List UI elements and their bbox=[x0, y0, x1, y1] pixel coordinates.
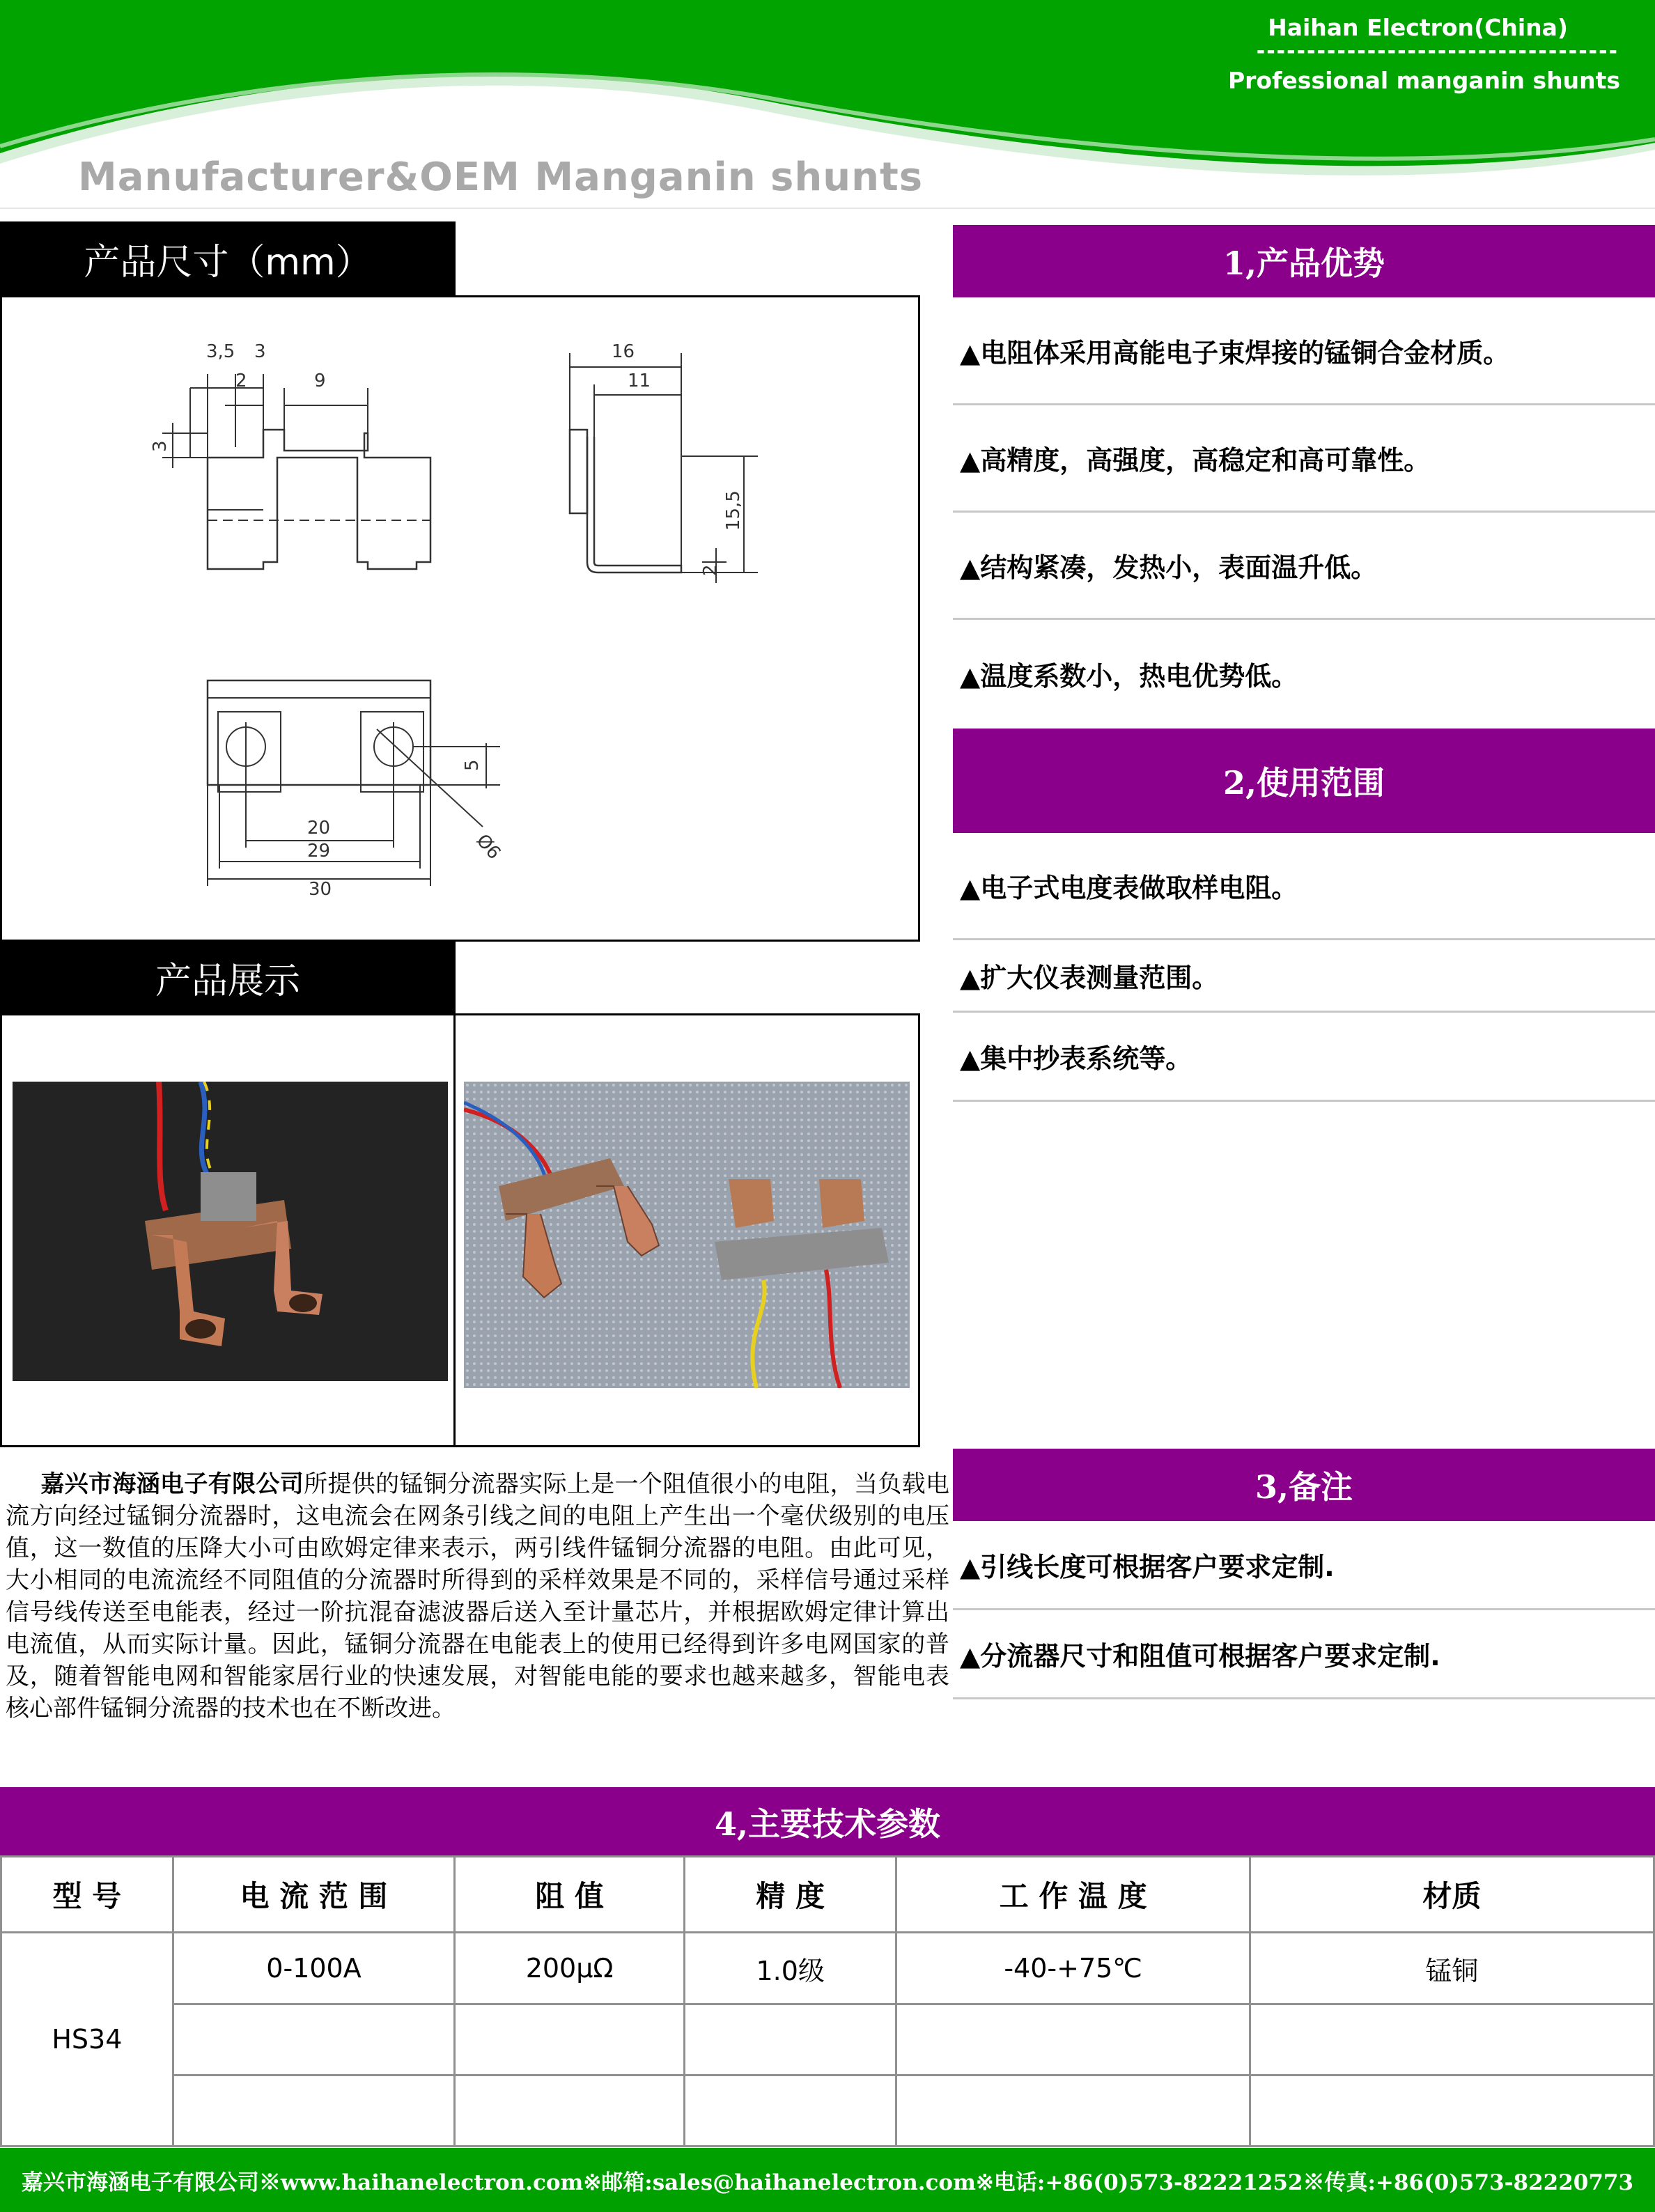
advantage-item: ▲温度系数小，热电优势低。 bbox=[960, 660, 1298, 692]
dim-5: 5 bbox=[462, 759, 483, 771]
header-model: 型 号 bbox=[1, 1857, 173, 1933]
dimensions-title: 产品尺寸（mm） bbox=[0, 221, 456, 295]
showcase-title: 产品展示 bbox=[0, 942, 456, 1013]
current-range-cell: 0-100A bbox=[173, 1933, 454, 2004]
product-photo-1 bbox=[13, 1082, 448, 1381]
side-view bbox=[570, 353, 758, 583]
header-temperature: 工 作 温 度 bbox=[896, 1857, 1250, 1933]
dim-3-5: 3,5 bbox=[206, 341, 235, 362]
table-row bbox=[1, 1933, 1654, 2004]
dimensions-drawing-frame bbox=[0, 295, 920, 942]
dim-11: 11 bbox=[628, 371, 651, 391]
specs-title: 4,主要技术参数 bbox=[0, 1787, 1655, 1857]
dim-30: 30 bbox=[309, 879, 332, 900]
note-item: ▲分流器尺寸和阻值可根据客户要求定制. bbox=[953, 1610, 1655, 1699]
header-separator bbox=[0, 208, 1655, 209]
notes-title: 3,备注 bbox=[953, 1449, 1655, 1521]
advantages-title: 1,产品优势 bbox=[953, 225, 1655, 297]
brand-tagline: Professional manganin shunts bbox=[1227, 67, 1620, 94]
dim-9: 9 bbox=[314, 371, 326, 391]
usage-item: ▲集中抄表系统等。 bbox=[953, 1013, 1655, 1102]
usage-item: ▲扩大仪表测量范围。 bbox=[953, 940, 1655, 1013]
table-row bbox=[1, 2004, 1654, 2075]
header-slogan: Manufacturer&OEM Manganin shunts bbox=[78, 155, 924, 200]
bottom-view bbox=[208, 680, 500, 886]
intro-text: 所提供的锰铜分流器实际上是一个阻值很小的电阻，当负载电流方向经过锰铜分流器时，这电流会在网条引线之间的电阻上产生出一个毫伏级别的电压值，这一数值的压降大小可由欧姆定律来表示，两引线件锰铜分流器的电阻。由此可见，大小相同的电流流经不同阻值的分流器时所得到的采样效果是不同的，采样信号通过采样信号线传送至电能表，经过一阶抗混奋滤波器后送入至计量芯片，并根据欧姆定律计算出电流值，从而实际计量。因此，锰铜分流器在电能表上的使用已经得到许多电网国家的普及，随着智能电网和智能家居行业的快速发展，对智能电能的要求也越来越多，智能电表核心部件锰铜分流器的技术也在不断改进。 bbox=[6, 1470, 950, 1722]
usage-item: ▲电子式电度表做取样电阻。 bbox=[953, 833, 1655, 940]
note-item: ▲引线长度可根据客户要求定制. bbox=[953, 1521, 1655, 1610]
showcase-frame-left bbox=[0, 1013, 456, 1447]
specs-table bbox=[0, 1855, 1655, 2147]
table-row bbox=[1, 2075, 1654, 2147]
usage-title: 2,使用范围 bbox=[953, 729, 1655, 833]
resistance-cell: 200μΩ bbox=[455, 1933, 685, 2004]
advantage-item: ▲电阻体采用高能电子束焊接的锰铜合金材质。 bbox=[953, 297, 1655, 405]
brand-name: Haihan Electron(China) bbox=[1268, 14, 1568, 41]
dimension-drawing bbox=[2, 297, 918, 940]
advantage-item: ▲高精度，高强度，高稳定和高可靠性。 bbox=[953, 405, 1655, 513]
header-current-range: 电 流 范 围 bbox=[173, 1857, 454, 1933]
dim-2: 2 bbox=[235, 371, 247, 391]
front-view bbox=[162, 374, 430, 569]
dim-3v: 3 bbox=[150, 440, 171, 452]
dim-29: 29 bbox=[307, 841, 331, 862]
showcase-frame-right bbox=[453, 1013, 920, 1447]
brand-divider: ------------------------------------ bbox=[1256, 39, 1619, 63]
product-photo-2 bbox=[464, 1082, 910, 1388]
header-accuracy: 精 度 bbox=[684, 1857, 896, 1933]
table-header-row bbox=[1, 1857, 1654, 1933]
dim-16: 16 bbox=[612, 341, 635, 362]
material-cell: 锰铜 bbox=[1250, 1933, 1654, 2004]
model-cell: HS34 bbox=[1, 1933, 173, 2147]
dim-2v: 2 bbox=[700, 564, 721, 576]
temperature-cell: -40-+75℃ bbox=[896, 1933, 1250, 2004]
advantage-item: ▲结构紧凑，发热小，表面温升低。 bbox=[953, 513, 1655, 620]
company-name: 嘉兴市海涵电子有限公司 bbox=[40, 1470, 304, 1498]
dim-dia-6: Ø6 bbox=[472, 830, 505, 864]
footer-contact: 嘉兴市海涵电子有限公司※www.haihanelectron.com※邮箱:sales@haihanelectron.com※电话:+86(0)573-82221252※传真:+86(0)573-82220773 bbox=[0, 2148, 1655, 2212]
dim-3a: 3 bbox=[254, 341, 266, 362]
accuracy-cell: 1.0级 bbox=[684, 1933, 896, 2004]
company-intro bbox=[6, 1468, 949, 1724]
dim-15-5: 15,5 bbox=[723, 490, 744, 531]
header-material: 材质 bbox=[1250, 1857, 1654, 1933]
dim-20: 20 bbox=[307, 818, 331, 839]
header-resistance: 阻 值 bbox=[455, 1857, 685, 1933]
